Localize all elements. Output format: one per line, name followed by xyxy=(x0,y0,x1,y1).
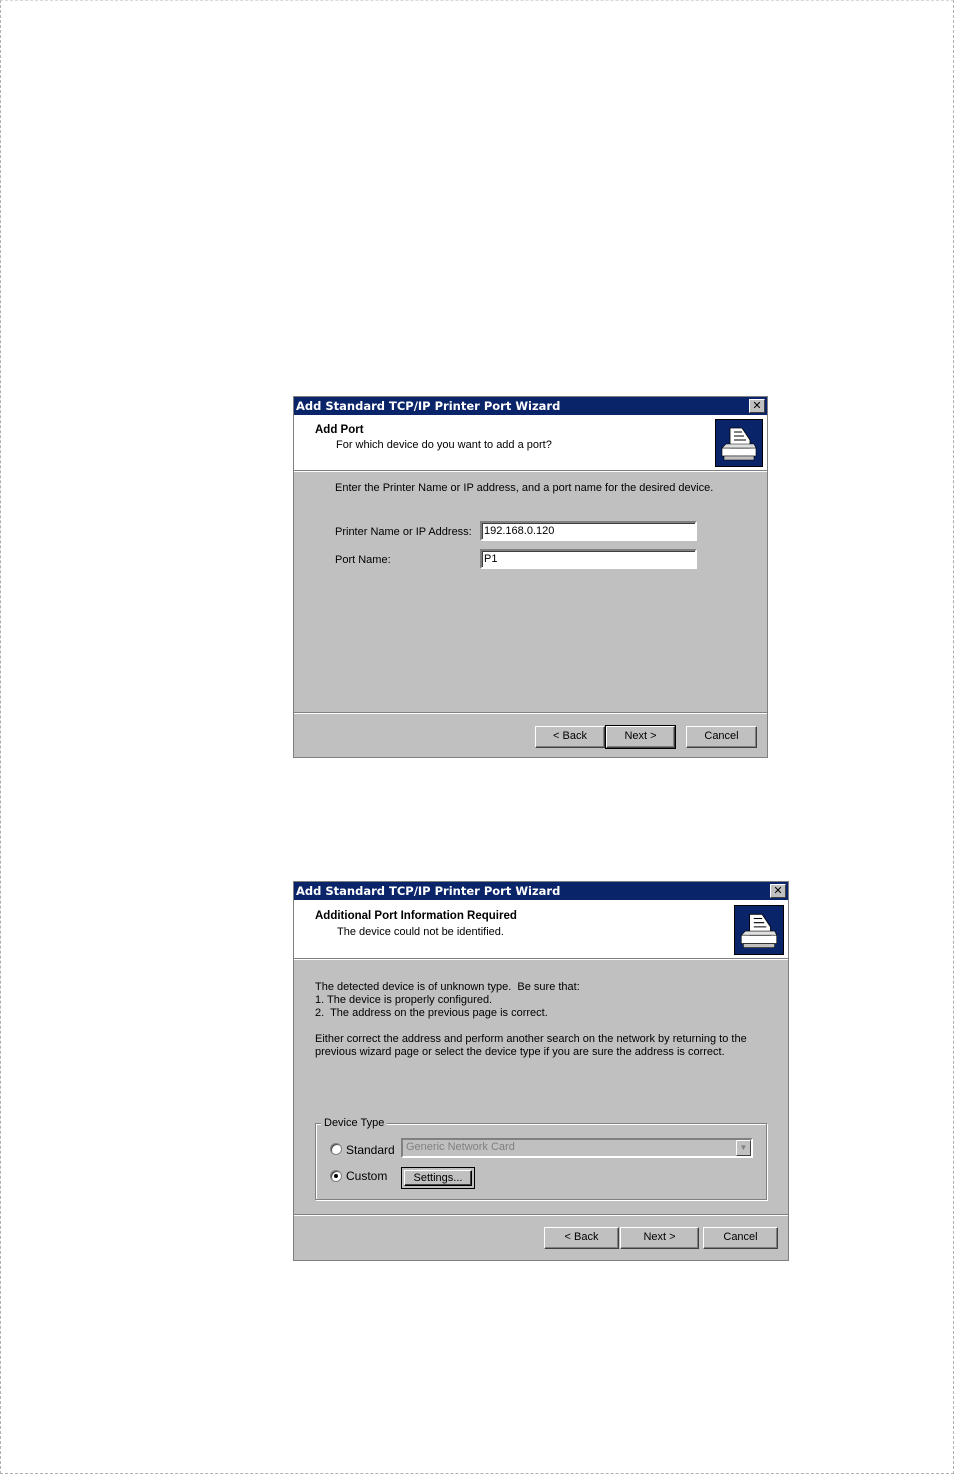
standard-device-value: Generic Network Card xyxy=(406,1141,515,1153)
chevron-down-icon[interactable]: ▼ xyxy=(736,1140,751,1156)
settings-button[interactable] xyxy=(401,1167,475,1189)
standard-device-select[interactable] xyxy=(401,1138,753,1158)
check-item-2: 2. The address on the previous page is correct. xyxy=(315,1007,548,1019)
back-button[interactable]: < Back xyxy=(535,726,605,748)
cancel-button[interactable]: Cancel xyxy=(686,726,757,748)
back-button[interactable]: < Back xyxy=(544,1227,619,1249)
custom-label: Custom xyxy=(346,1169,388,1183)
button-separator xyxy=(294,1214,788,1216)
close-button[interactable] xyxy=(770,884,786,898)
printer-name-label: Printer Name or IP Address: xyxy=(335,526,472,538)
close-icon: ✕ xyxy=(773,884,783,897)
title-bar[interactable] xyxy=(294,397,767,415)
unknown-device-text: The detected device is of unknown type. Be sure that: xyxy=(315,981,580,993)
additional-info-dialog xyxy=(293,881,789,1261)
printer-name-input[interactable] xyxy=(480,521,697,541)
instruction-line-1: Either correct the address and perform another search on the network by returning to the xyxy=(315,1033,747,1045)
add-port-dialog xyxy=(293,396,768,758)
device-type-label: Device Type xyxy=(321,1117,387,1129)
wizard-header xyxy=(294,900,788,959)
button-separator xyxy=(294,712,767,714)
standard-radio[interactable] xyxy=(330,1143,342,1155)
standard-label: Standard xyxy=(346,1143,395,1157)
close-button[interactable] xyxy=(749,399,765,413)
custom-radio[interactable] xyxy=(330,1170,342,1182)
close-icon: ✕ xyxy=(752,399,762,412)
dialog-title: Add Standard TCP/IP Printer Port Wizard xyxy=(296,884,561,898)
page-title: Add Port xyxy=(315,424,364,436)
printer-wizard-icon xyxy=(734,905,784,955)
printer-name-value: 192.168.0.120 xyxy=(484,525,555,537)
device-type-group xyxy=(315,1117,767,1200)
check-item-1: 1. The device is properly configured. xyxy=(315,994,493,1006)
port-name-input[interactable] xyxy=(480,549,697,569)
page-subtitle: The device could not be identified. xyxy=(337,926,504,938)
port-name-label: Port Name: xyxy=(335,554,391,566)
port-name-value: P1 xyxy=(484,553,498,565)
cancel-button[interactable]: Cancel xyxy=(703,1227,778,1249)
wizard-header xyxy=(294,415,767,471)
title-bar[interactable] xyxy=(294,882,788,900)
next-button[interactable]: Next > xyxy=(606,726,675,748)
next-button[interactable]: Next > xyxy=(620,1227,699,1249)
instruction-line-2: previous wizard page or select the device type if you are sure the address is correct. xyxy=(315,1046,725,1058)
settings-button-label: Settings... xyxy=(404,1170,472,1186)
printer-wizard-icon xyxy=(715,419,763,467)
page-subtitle: For which device do you want to add a port? xyxy=(336,439,552,451)
dialog-title: Add Standard TCP/IP Printer Port Wizard xyxy=(296,399,561,413)
instruction-text: Enter the Printer Name or IP address, and a port name for the desired device. xyxy=(335,482,714,494)
page-title: Additional Port Information Required xyxy=(315,910,517,922)
